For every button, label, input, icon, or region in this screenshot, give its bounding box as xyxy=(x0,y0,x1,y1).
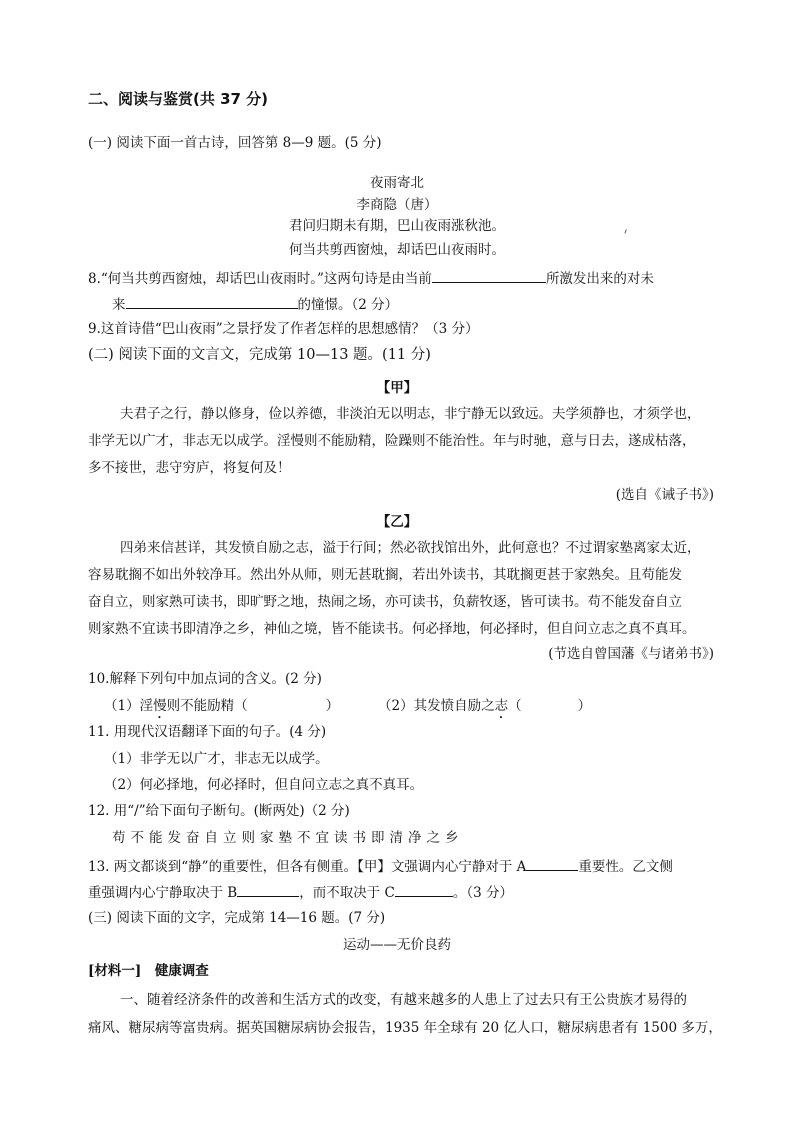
poem-title: 夜雨寄北 xyxy=(370,175,424,191)
question-11-item-1: （1）非学无以广才，非志无以成学。 xyxy=(104,751,329,767)
passage-yi-line: 奋自立，则家熟可读书，即旷野之地，热闹之场，亦可读书，负薪牧逐，皆可读书。苟不能发奋自立 xyxy=(88,594,682,610)
question-13-text-b: 重要性。乙文侧 xyxy=(578,859,673,875)
question-8-text-a: 8.“何当共剪西窗烛，却话巴山夜雨时。”这两句诗是由当前 xyxy=(88,271,432,287)
answer-blank[interactable] xyxy=(248,696,326,710)
article-paragraph-line: 一、随着经济条件的改善和生活方式的改变，有越来越多的人患上了过去只有王公贵族才易得的 xyxy=(120,992,687,1008)
question-13-line-2 xyxy=(88,882,513,902)
answer-blank[interactable] xyxy=(526,856,578,871)
passage-yi-heading: 【乙】 xyxy=(376,514,418,530)
question-13-text-a: 13. 两文都谈到“静”的重要性，但各有侧重。【甲】文强调内心宁静对于 A xyxy=(88,859,527,875)
question-8-text-b: 所激发出来的对未 xyxy=(545,271,654,287)
part2-instruction: (二) 阅读下面的文言文，完成第 10—13 题。(11 分) xyxy=(88,347,431,363)
question-12: 12. 用“/”给下面句子断句。(断两处)（2 分) xyxy=(88,803,350,819)
poem-line-1: 君问归期未有期，巴山夜雨涨秋池。 xyxy=(289,218,505,234)
question-13-line-1 xyxy=(88,856,673,876)
item-text: （1）淫 xyxy=(104,698,154,714)
answer-blank[interactable] xyxy=(395,882,453,897)
question-13-text-e: 。（3 分） xyxy=(452,885,513,901)
answer-blank[interactable] xyxy=(522,696,578,710)
article-title: 运动——无价良药 xyxy=(343,937,451,953)
poem-line-2: 何当共剪西窗烛，却话巴山夜雨时。 xyxy=(289,242,505,258)
passage-yi-source: (节选自曾国藩《与诸弟书》) xyxy=(548,646,714,662)
question-10-item-1 xyxy=(104,696,339,722)
passage-jia-heading: 【甲】 xyxy=(376,380,418,396)
passage-yi-line: 四弟来信甚详，其发愤自励之志，溢于行间；然必欲找馆出外，此何意也？不过谓家塾离家太近， xyxy=(120,540,701,556)
question-10-item-2 xyxy=(378,696,591,722)
question-12-sentence: 苟不能发奋自立则家塾不宜读书即清净之乡 xyxy=(112,830,464,846)
poem-author: 李商隐（唐） xyxy=(356,197,438,213)
item-text: （2）其发愤自励之 xyxy=(378,698,495,714)
item-text: （ xyxy=(508,698,522,714)
question-9: 9.这首诗借“巴山夜雨”之景抒发了作者怎样的思想感情？（3 分） xyxy=(88,321,479,337)
answer-blank[interactable] xyxy=(237,882,299,897)
question-8-text-d: 的憧憬。（2 分） xyxy=(297,297,399,313)
dotted-word: 慢 xyxy=(153,698,167,714)
passage-jia-line: 多不接世，悲守穷庐，将复何及！ xyxy=(88,460,291,476)
question-13-text-c: 重强调内心宁静取决于 B xyxy=(88,885,238,901)
passage-jia-line: 非学无以广才，非志无以成学。淫慢则不能励精，险躁则不能治性。年与时驰，意与日去，遂成枯落， xyxy=(88,433,696,449)
part1-instruction: (一) 阅读下面一首古诗，回答第 8—9 题。(5 分) xyxy=(88,135,382,151)
question-10: 10.解释下列句中加点词的含义。(2 分) xyxy=(88,671,322,687)
item-text: ） xyxy=(577,698,592,714)
item-text: ） xyxy=(325,698,340,714)
question-8-text-c: 来 xyxy=(112,297,126,313)
passage-yi-line: 则家熟不宜读书即清净之乡，神仙之境，皆不能读书。何必择地，何必择时，但自问立志之真不真耳。 xyxy=(88,621,696,637)
part3-instruction: (三) 阅读下面的文字，完成第 14—16 题。(7 分) xyxy=(88,910,386,926)
passage-jia-source: (选自《诫子书》) xyxy=(615,487,714,503)
answer-blank[interactable] xyxy=(126,294,298,309)
question-11-item-2: （2）何必择地，何必择时，但自问立志之真不真耳。 xyxy=(104,777,424,793)
question-8-line-1 xyxy=(88,268,654,288)
question-8-line-2 xyxy=(112,294,398,314)
section-title: 二、阅读与鉴赏(共 37 分) xyxy=(88,90,269,108)
passage-yi-line: 容易耽搁不如出外较净耳。然出外从师，则无甚耽搁，若出外读书，其耽搁更甚于家熟矣。且苟能发 xyxy=(88,567,682,583)
passage-jia-line: 夫君子之行，静以修身，俭以养德，非淡泊无以明志，非宁静无以致远。夫学须静也，才须学也， xyxy=(120,406,701,422)
question-11: 11. 用现代汉语翻译下面的句子。(4 分) xyxy=(88,724,327,740)
item-text: 则不能励精（ xyxy=(166,698,248,714)
answer-blank[interactable] xyxy=(432,268,546,283)
material-heading: [材料一] 健康调查 xyxy=(88,963,209,979)
article-paragraph-line: 痛风、糖尿病等富贵病。据英国糖尿病协会报告，1935 年全球有 20 亿人口，糖尿病患者有 1500 多万， xyxy=(88,1020,722,1036)
dotted-word: 志 xyxy=(494,698,509,714)
question-13-text-d: ，而不取决于 C xyxy=(299,885,395,901)
